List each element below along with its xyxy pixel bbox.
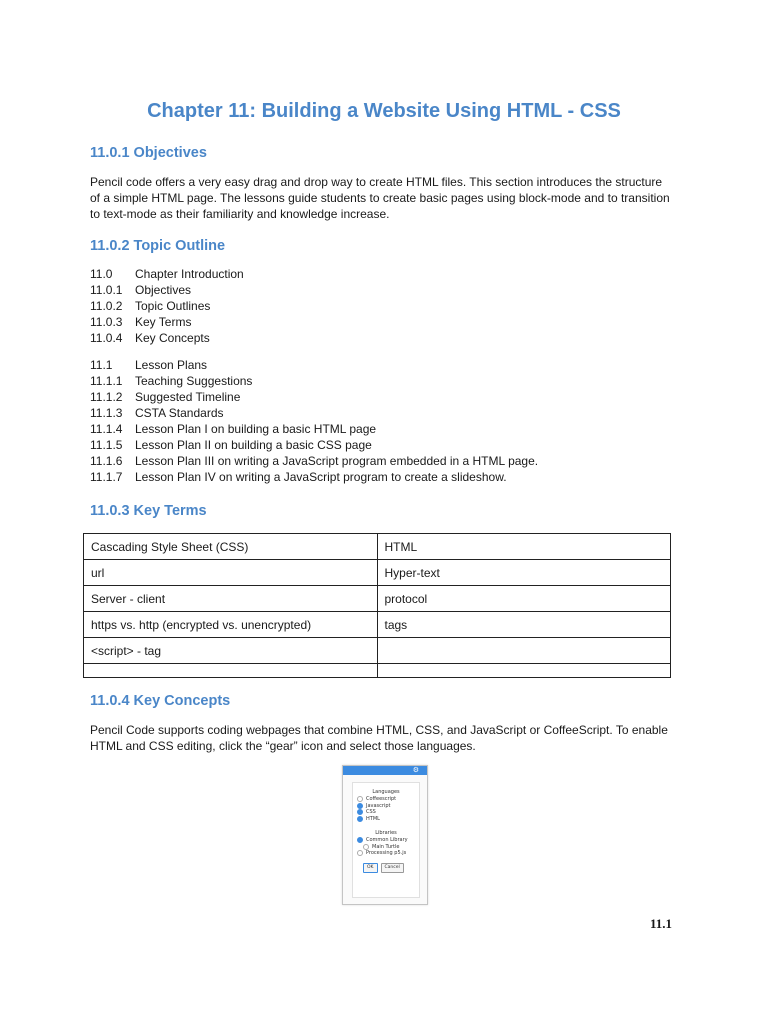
table-row — [84, 664, 671, 678]
table-cell: <script> - tag — [84, 638, 378, 664]
checked-box-icon[interactable] — [357, 803, 363, 809]
checked-box-icon[interactable] — [357, 809, 363, 815]
outline-item-number: 11.1 — [90, 358, 113, 372]
outline-item-label: Key Terms — [135, 315, 192, 329]
objectives-text: Pencil code offers a very easy drag and drop way to create HTML files. This section introduces the structure of a simple HTML page. The lessons guide students to create basic pages using block-mode and to transition to text-mode as their familiarity and knowledge increase. — [90, 175, 670, 221]
dialog-option-label: Processing p5.js — [366, 850, 407, 856]
outline-item — [90, 421, 538, 437]
topic-outline-list-lessons — [90, 357, 538, 485]
outline-item-label: Topic Outlines — [135, 299, 211, 313]
page-number: 11.1 — [650, 916, 673, 931]
outline-item — [90, 453, 538, 469]
chapter-title: Chapter 11: Building a Website Using HTML - CSS — [147, 100, 621, 122]
table-row — [84, 638, 671, 664]
outline-item-number: 11.1.2 — [90, 390, 123, 404]
outline-item — [90, 437, 538, 453]
table-cell — [377, 638, 671, 664]
table-cell: https vs. http (encrypted vs. unencrypted) — [84, 612, 378, 638]
outline-item-number: 11.0.3 — [90, 315, 123, 329]
outline-item — [90, 266, 244, 282]
table-row — [84, 534, 671, 560]
topic-outline-heading: 11.0.2 Topic Outline — [90, 238, 226, 254]
table-cell: protocol — [377, 586, 671, 612]
table-cell: tags — [377, 612, 671, 638]
outline-item-number: 11.0.2 — [90, 299, 123, 313]
outline-item-label: Key Concepts — [135, 331, 210, 345]
key-terms-heading: 11.0.3 Key Terms — [90, 503, 207, 519]
dialog-option-label: Javascript — [366, 802, 391, 809]
table-row — [84, 612, 671, 638]
outline-item — [90, 405, 538, 421]
outline-item-label: Lesson Plans — [135, 358, 208, 372]
key-concepts-heading: 11.0.4 Key Concepts — [90, 693, 231, 709]
dialog-panel — [352, 782, 420, 898]
unchecked-box-icon[interactable] — [363, 844, 369, 850]
table-row — [84, 560, 671, 586]
outline-item-label: CSTA Standards — [135, 406, 224, 420]
outline-item-label: Lesson Plan IV on writing a JavaScript program to create a slideshow. — [135, 470, 507, 484]
unchecked-box-icon[interactable] — [357, 850, 363, 856]
gear-icon: ⚙ — [412, 766, 419, 774]
outline-item-number: 11.1.1 — [90, 374, 123, 388]
table-cell: url — [84, 560, 378, 586]
outline-item-label: Chapter Introduction — [135, 267, 244, 281]
table-cell: Hyper-text — [377, 560, 671, 586]
dialog-title-bar — [343, 766, 427, 775]
outline-item — [90, 314, 244, 330]
outline-item — [90, 282, 244, 298]
libraries-label: Libraries — [375, 830, 397, 836]
checked-box-icon[interactable] — [357, 837, 363, 843]
dialog-option-label: Main Turtle — [372, 843, 400, 850]
outline-item-label: Lesson Plan III on writing a JavaScript program embedded in a HTML page. — [135, 454, 539, 468]
outline-item-number: 11.0.4 — [90, 331, 123, 345]
table-cell: Server - client — [84, 586, 378, 612]
topic-outline-list-intro — [90, 266, 244, 346]
dialog-option-label: HTML — [366, 815, 380, 822]
unchecked-box-icon[interactable] — [357, 796, 363, 802]
table-row — [84, 586, 671, 612]
checked-box-icon[interactable] — [357, 816, 363, 822]
dialog-option-label: Common Library — [366, 837, 408, 843]
key-terms-table — [83, 533, 671, 678]
settings-dialog-screenshot — [342, 765, 428, 905]
outline-item — [90, 469, 538, 485]
outline-item — [90, 298, 244, 314]
dialog-option-label: Coffeescript — [366, 796, 397, 802]
outline-item — [90, 373, 538, 389]
objectives-heading: 11.0.1 Objectives — [90, 145, 207, 161]
dialog-option-label: CSS — [366, 809, 376, 815]
ok-button[interactable]: OK — [363, 863, 378, 873]
outline-item-label: Suggested Timeline — [135, 390, 241, 404]
outline-item-label: Objectives — [135, 283, 192, 297]
outline-item-number: 11.0 — [90, 267, 113, 281]
outline-item-label: Lesson Plan I on building a basic HTML page — [135, 422, 377, 436]
outline-item — [90, 389, 538, 405]
outline-item-number: 11.1.4 — [90, 422, 123, 436]
outline-item-number: 11.0.1 — [90, 283, 123, 297]
languages-label: Languages — [372, 789, 400, 795]
outline-item — [90, 330, 244, 346]
table-cell — [84, 664, 378, 678]
table-cell — [377, 664, 671, 678]
outline-item-number: 11.1.3 — [90, 406, 123, 420]
dialog-option[interactable] — [353, 850, 419, 857]
table-cell: HTML — [377, 534, 671, 560]
table-cell: Cascading Style Sheet (CSS) — [84, 534, 378, 560]
outline-item-number: 11.1.7 — [90, 470, 123, 484]
outline-item-label: Teaching Suggestions — [135, 374, 253, 388]
outline-item-number: 11.1.6 — [90, 454, 123, 468]
key-concepts-text: Pencil Code supports coding webpages that combine HTML, CSS, and JavaScript or CoffeeScript. To enable HTML and CSS editing, click the “gear” icon and select those languages. — [90, 723, 668, 753]
outline-item-number: 11.1.5 — [90, 438, 123, 452]
outline-item-label: Lesson Plan II on building a basic CSS page — [135, 438, 372, 452]
cancel-button[interactable]: Cancel — [381, 863, 404, 873]
outline-item — [90, 357, 538, 373]
